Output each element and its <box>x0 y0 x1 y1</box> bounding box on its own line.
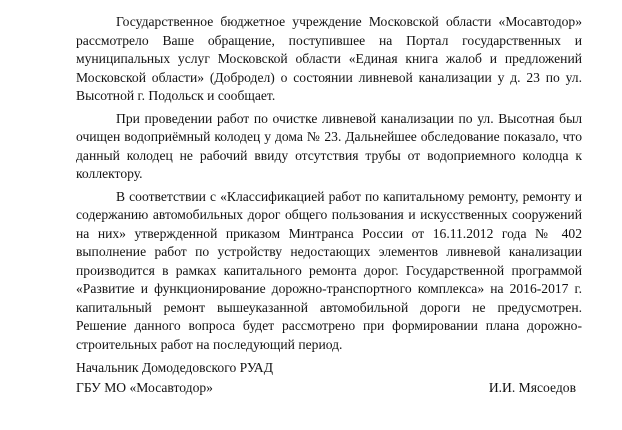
paragraph-inspection-results: При проведении работ по очистке ливневой канализации по ул. Высотная был очищен водоприёмный колодец у дома № 23. Дальнейшее обследование показало, что данный колодец не рабочий ввиду отсутствия трубы от водоприемного колодца к коллектору. <box>76 110 582 181</box>
paragraph-repair-classification: В соответствии с «Классификацией работ по капитальному ремонту, ремонту и содержанию автомобильных дорог общего пользования и искусственных сооружений на них» утвержденной приказом Минтранса России от 16.11.2012 года № 402 выполнение работ по устройству недостающих элементов ливневой канализации производится в рамках капитального ремонта дорог. Государственной программой «Развитие и функционирование дорожно-транспортного комплекса» на 2016-2017 г. капитальный ремонт вышеуказанной автомобильной дороги не предусмотрен. Решение данного вопроса будет рассмотрено при формировании плана дорожно-строительных работ на последующий период. <box>76 188 582 352</box>
signature-name: И.И. Мясоедов <box>488 380 576 395</box>
signature-organization: ГБУ МО «Мосавтодор» <box>76 380 213 395</box>
letter-body <box>76 13 582 358</box>
signature-position-line-1 <box>76 358 582 378</box>
signature-position-line-2 <box>76 378 582 398</box>
signature-position-title: Начальник Домодедовского РУАД <box>76 360 273 375</box>
paragraph-appeal-review: Государственное бюджетное учреждение Московской области «Мосавтодор» рассмотрело Ваше обращение, поступившее на Портал государственных и муниципальных услуг Московской области «Единая книга жалоб и предложений Московской области» (Добродел) о состоянии ливневой канализации у д. 23 по ул. Высотной г. Подольск и сообщает. <box>76 14 582 103</box>
signature-block <box>76 358 582 398</box>
